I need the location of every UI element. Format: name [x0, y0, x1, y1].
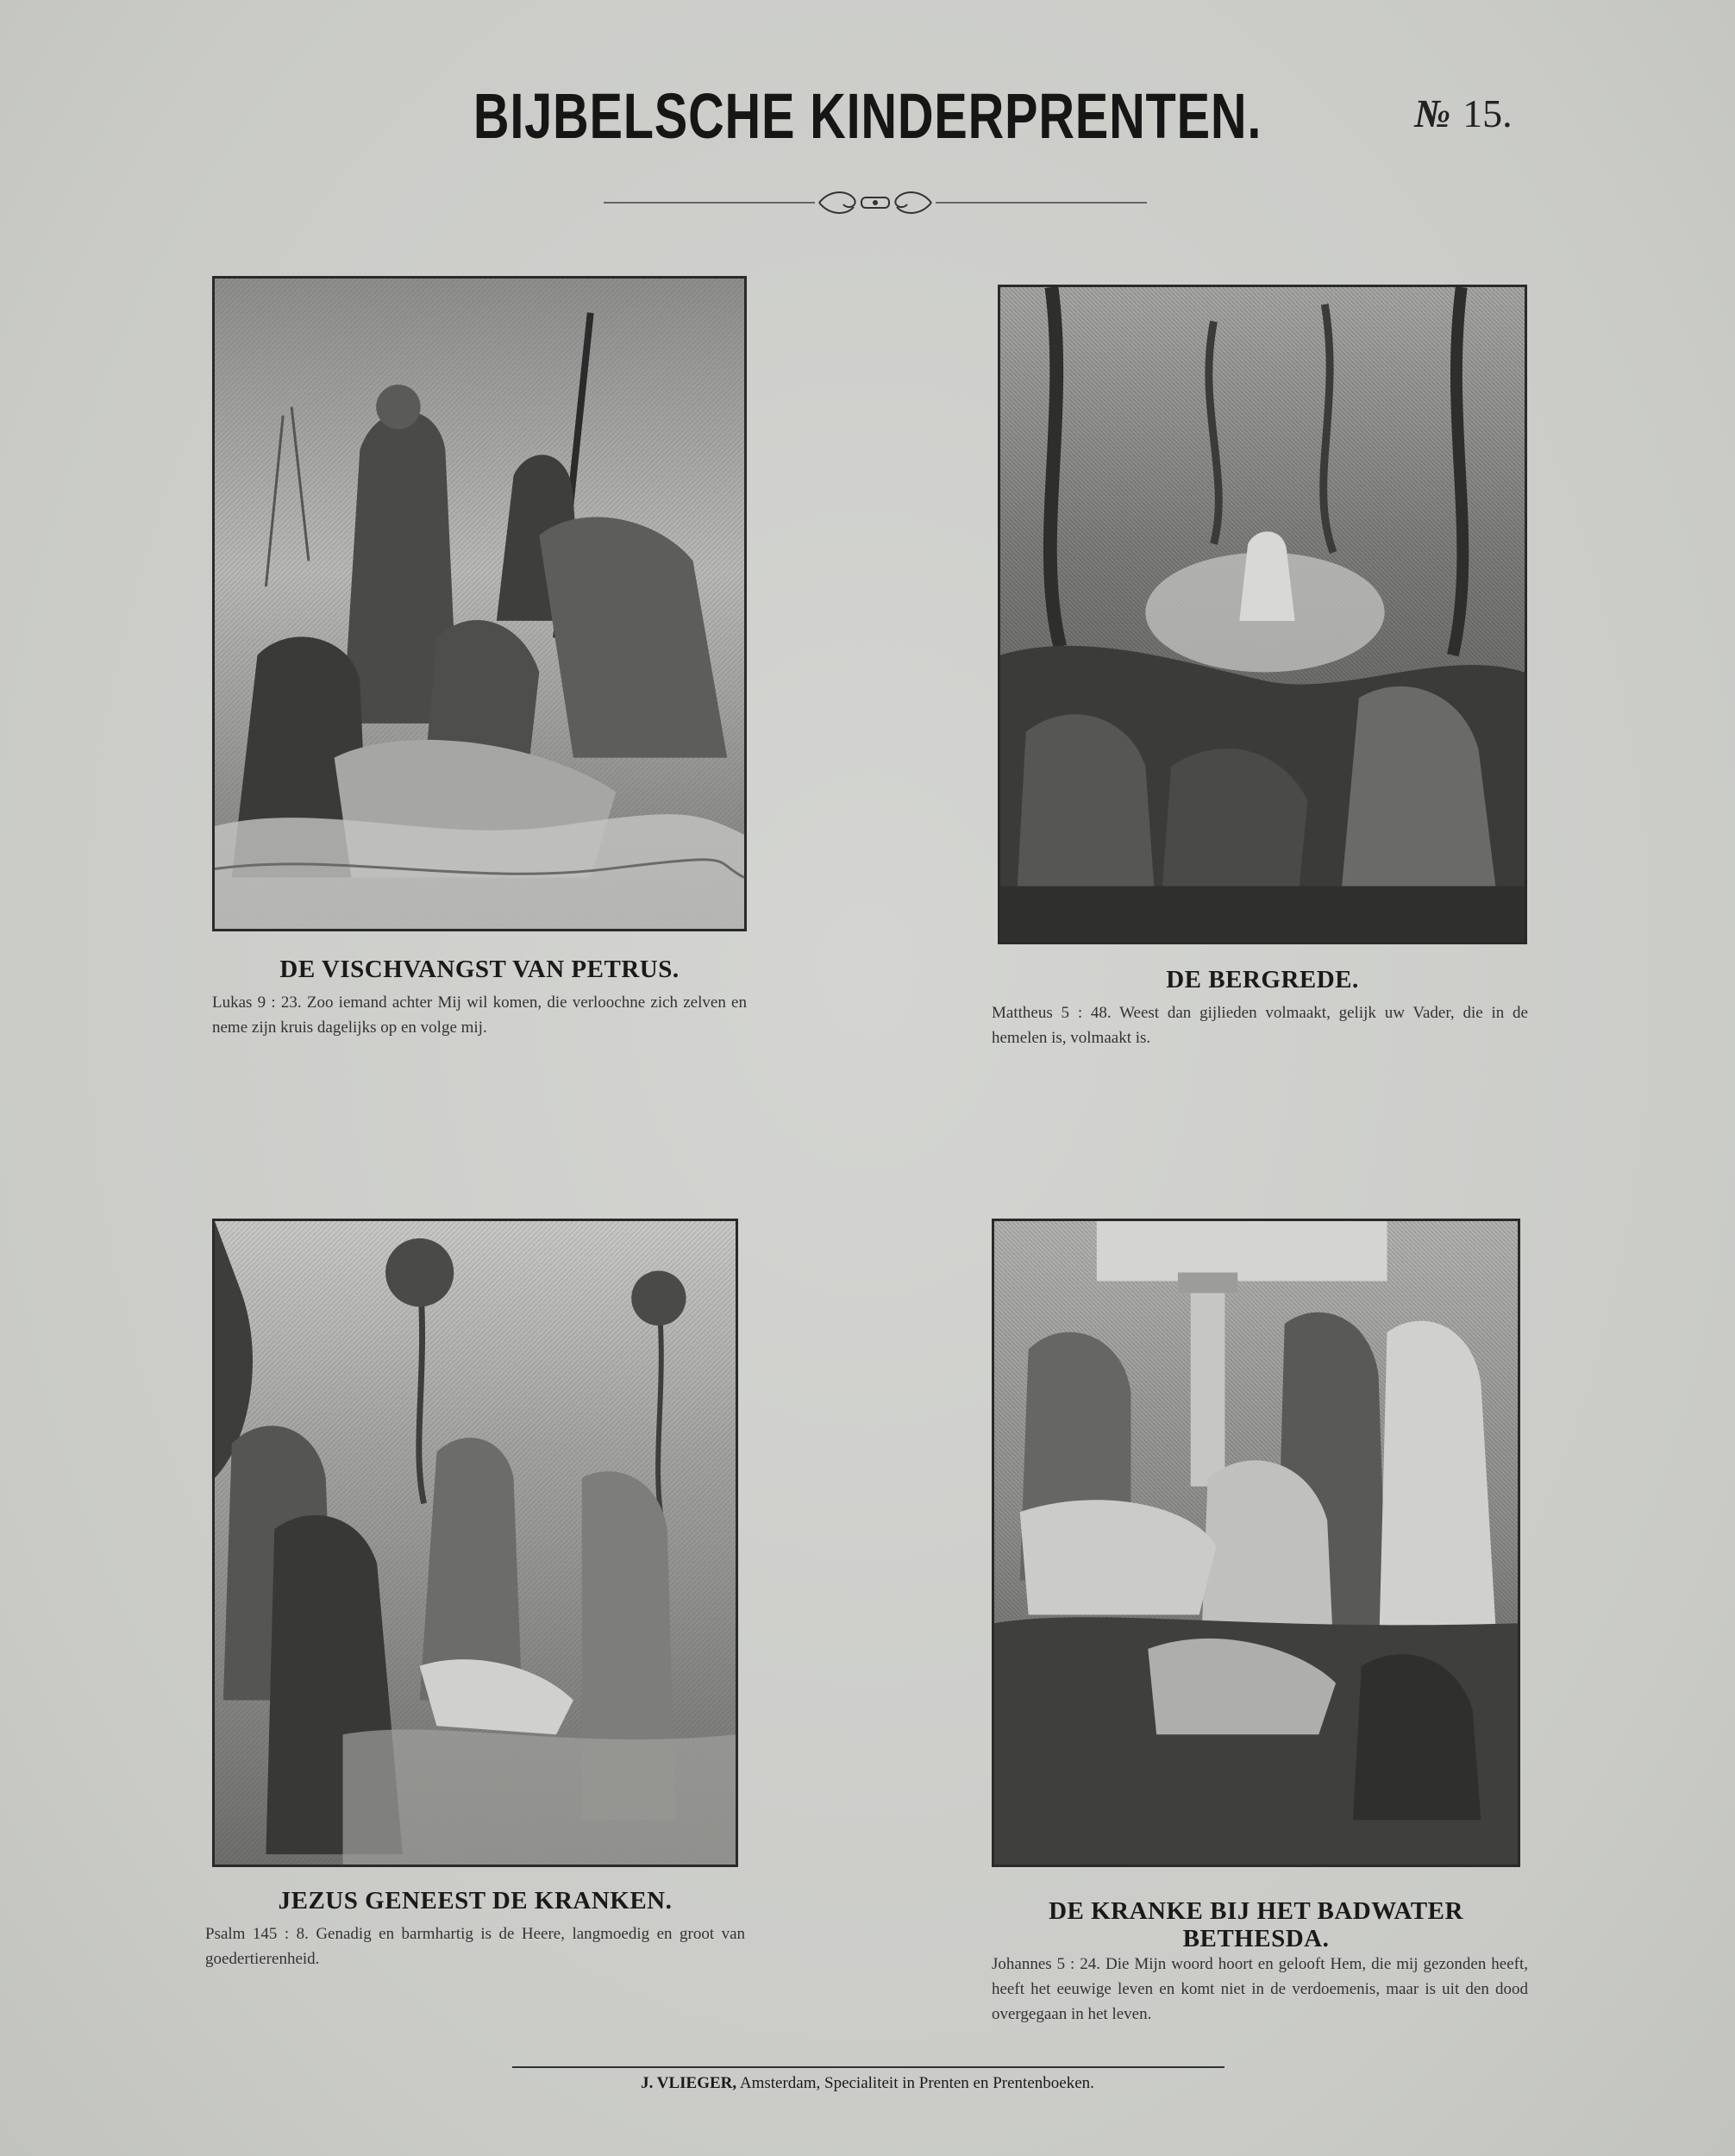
caption-verse-1: Lukas 9 : 23. Zoo iemand achter Mij wil komen, die verloochne zich zelven en neme zijn kruis dagelijks op en volge mij.: [212, 993, 747, 1037]
caption-title-4: DE KRANKE BIJ HET BADWATER BETHESDA.: [1049, 1897, 1463, 1952]
title-ornament: [604, 183, 1147, 221]
page-title: BIJBELSCHE KINDERPRENTEN.: [473, 80, 1262, 152]
engraving-pool-of-bethesda: [992, 1219, 1520, 1867]
caption-verse-3: Psalm 145 : 8. Genadig en barmhartig is de Heere, langmoedig en groot van goedertierenheid.: [205, 1925, 745, 1968]
publisher-name: J. VLIEGER,: [641, 2074, 737, 2092]
engraving-sermon-on-the-mount: [998, 285, 1527, 944]
caption-title-1: DE VISCHVANGST VAN PETRUS.: [279, 956, 680, 983]
caption-title-2: DE BERGREDE.: [1166, 966, 1359, 993]
footer-rule: [512, 2066, 1225, 2068]
publisher-text: Amsterdam, Specialiteit in Prenten en Prentenboeken.: [736, 2074, 1094, 2092]
caption-verse-2: Mattheus 5 : 48. Weest dan gijlieden volmaakt, gelijk uw Vader, die in de hemelen is, volmaakt is.: [992, 1004, 1528, 1047]
caption-verse-4: Johannes 5 : 24. Die Mijn woord hoort en gelooft Hem, die mij gezonden heeft, heeft het eeuwige leven en komt niet in de verdoemenis, maar is uit den dood overgegaan in het leven.: [992, 1955, 1528, 2023]
engraving-fishing: [212, 276, 747, 931]
caption-title-3: JEZUS GENEEST DE KRANKEN.: [278, 1887, 673, 1915]
number-sign: №: [1414, 91, 1451, 135]
plate-number: [1414, 91, 1552, 142]
engraving-healing-the-sick: [212, 1219, 738, 1867]
number-value: 15.: [1463, 91, 1513, 135]
publisher-imprint: [0, 2074, 1735, 2100]
